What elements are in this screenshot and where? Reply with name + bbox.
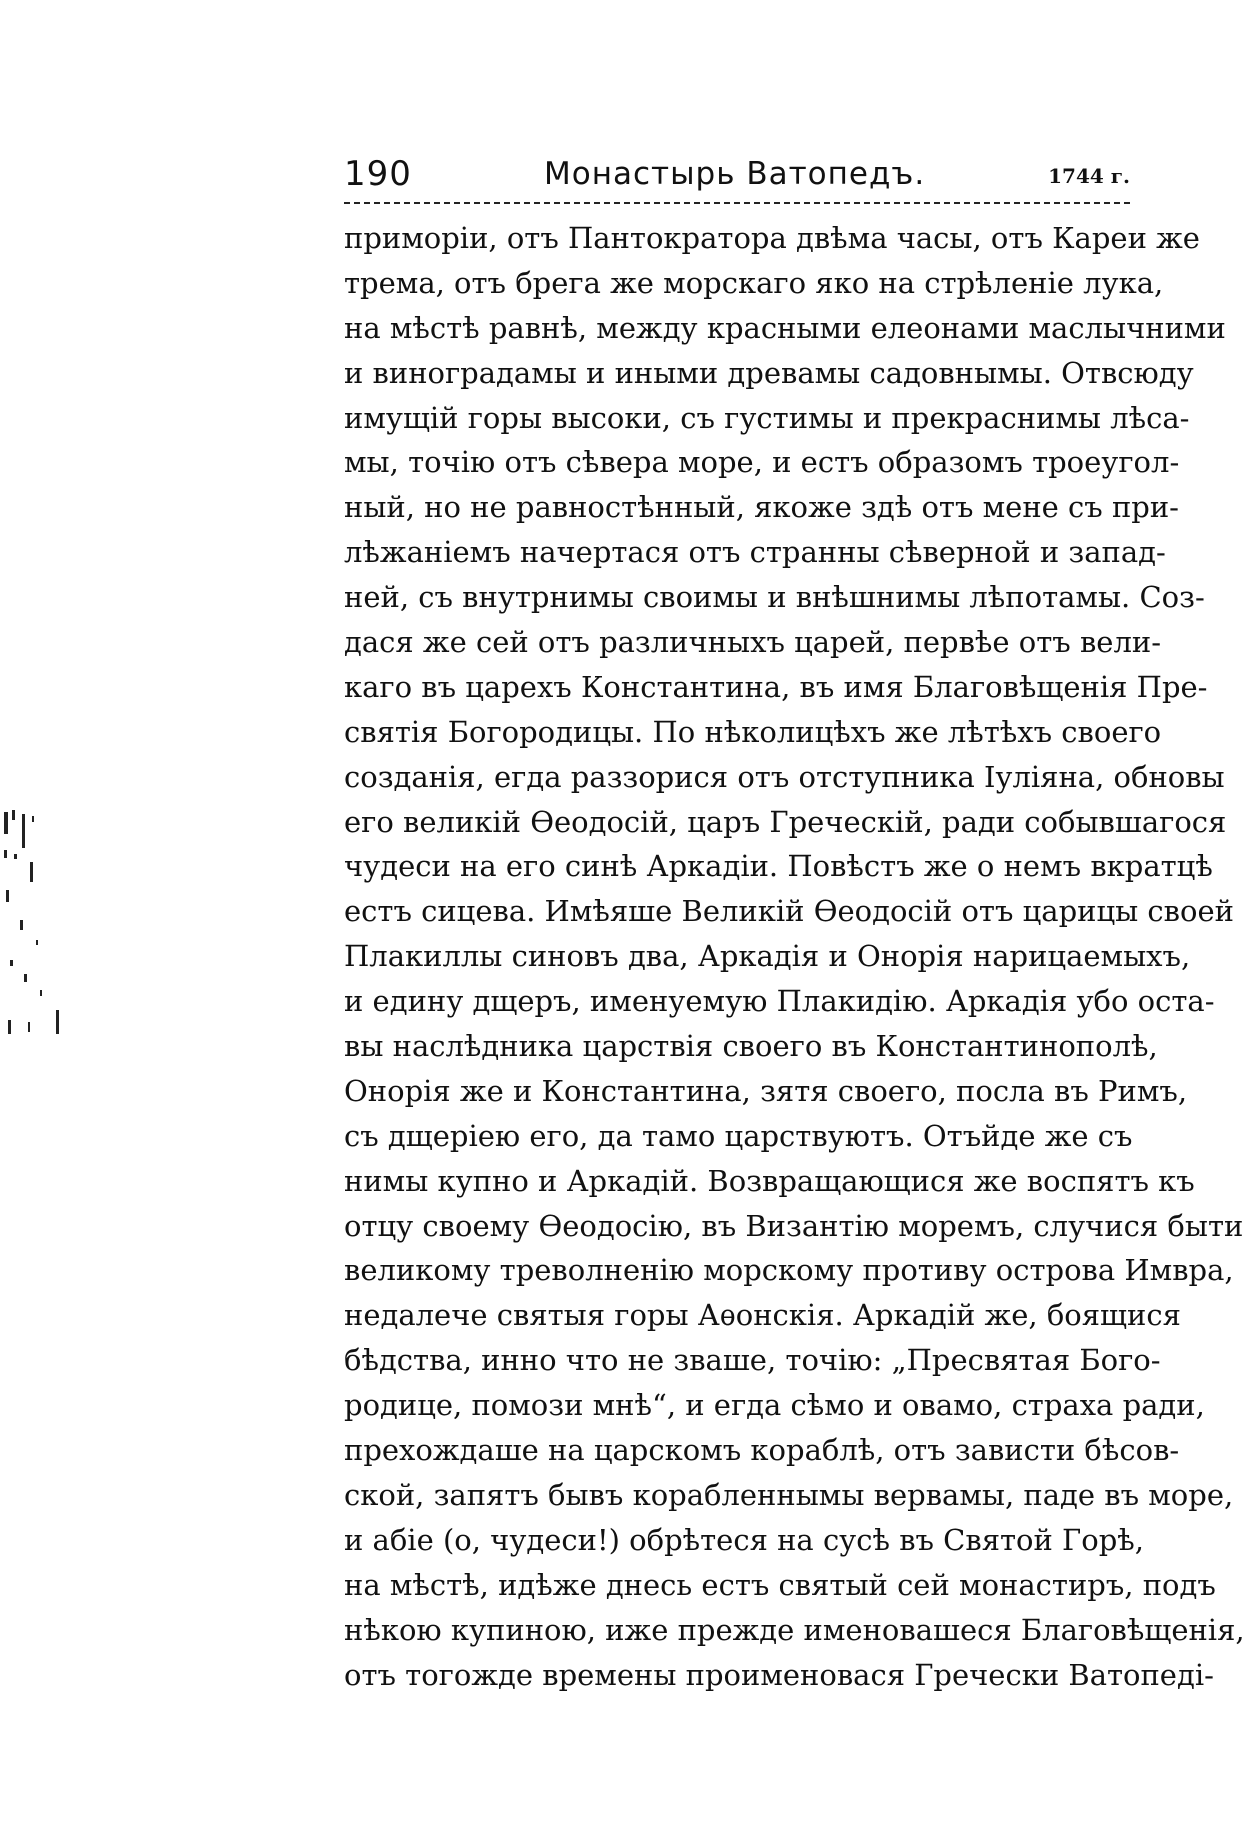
text-line: трема, отъ брега же морскаго яко на стрѣленіе лука, [344,265,1164,300]
text-line: родице, помози мнѣ“, и егда сѣмо и овамо, страха ради, [344,1388,1205,1423]
text-line: и виноградамы и иными древамы садовнымы. Отвсюду [344,355,1194,390]
text-line: лѣжаніемъ начертася отъ странны сѣверной и запад- [344,535,1166,570]
text-line: и едину дщеръ, именуемую Плакидію. Аркадія убо оста- [344,984,1215,1019]
text-line: естъ сицева. Имѣяше Великій Ѳеодосій отъ царицы своей [344,894,1234,929]
body-text [344,216,1245,1697]
text-line: вы наслѣдника царствія своего въ Константинополѣ, [344,1029,1158,1064]
text-line: нимы купно и Аркадій. Возвращающися же воспятъ къ [344,1163,1195,1198]
text-line: каго въ царехъ Константина, въ имя Благовѣщенія Пре- [344,669,1208,704]
book-page [344,150,1245,1697]
text-line: на мѣстѣ равнѣ, между красными елеонами маслычними [344,310,1226,345]
text-line: Онорія же и Константина, зятя своего, посла въ Римъ, [344,1073,1188,1108]
text-line: съ дщеріею его, да тамо царствуютъ. Отъйде же съ [344,1118,1133,1153]
text-line: бѣдства, инно что не зваше, точію: „Пресвятая Бого- [344,1343,1161,1378]
header-rule [344,202,1130,204]
text-line: нѣкою купиною, иже прежде именовашеся Благовѣщенія, [344,1612,1245,1647]
text-line: приморіи, отъ Пантократора двѣма часы, отъ Кареи же [344,221,1200,255]
text-line: его великій Ѳеодосій, царъ Греческій, ради собывшагося [344,804,1227,839]
page-header [344,150,1130,206]
text-line: дася же сей отъ различныхъ царей, первѣе отъ вели- [344,625,1161,660]
text-line: ней, съ внутрнимы своимы и внѣшнимы лѣпотамы. Соз- [344,580,1205,615]
text-line: прехождаше на царскомъ кораблѣ, отъ зависти бѣсов- [344,1433,1180,1468]
text-line: чудеси на его синѣ Аркадіи. Повѣстъ же о немъ вкратцѣ [344,849,1213,884]
page-number: 190 [344,154,412,194]
text-line: ской, запятъ бывъ корабленнымы вервамы, паде въ море, [344,1477,1234,1512]
text-line: на мѣстѣ, идѣже днесь естъ святый сей монастиръ, подъ [344,1567,1216,1602]
text-line: и абіе (о, чудеси!) обрѣтеся на сусѣ въ Святой Горѣ, [344,1522,1144,1557]
text-line: великому треволненію морскому противу острова Имвра, [344,1253,1234,1288]
text-line: созданія, егда раззорися отъ отступника Іуліяна, обновы [344,759,1225,794]
text-line: ный, но не равностѣнный, якоже здѣ отъ мене съ при- [344,490,1179,525]
scan-artifact-marks [0,810,90,1080]
running-title: Монастырь Ватопедъ. [544,156,926,192]
text-line: недалече святыя горы Аѳонскія. Аркадій же, боящися [344,1298,1181,1333]
text-line: отъ тогожде времены проименовася Гречески Ватопеді- [344,1657,1214,1692]
text-line: мы, точію отъ сѣвера море, и естъ образомъ троеугол- [344,445,1180,480]
text-line: Плакиллы синовъ два, Аркадія и Онорія нарицаемыхъ, [344,939,1191,974]
text-line: имущій горы высоки, съ густимы и прекраснимы лѣса- [344,400,1190,435]
text-line: отцу своему Ѳеодосію, въ Византію моремъ, случися быти [344,1208,1244,1243]
text-line: святія Богородицы. По нѣколицѣхъ же лѣтѣхъ своего [344,714,1162,749]
year-marker: 1744 г. [1048,164,1130,188]
